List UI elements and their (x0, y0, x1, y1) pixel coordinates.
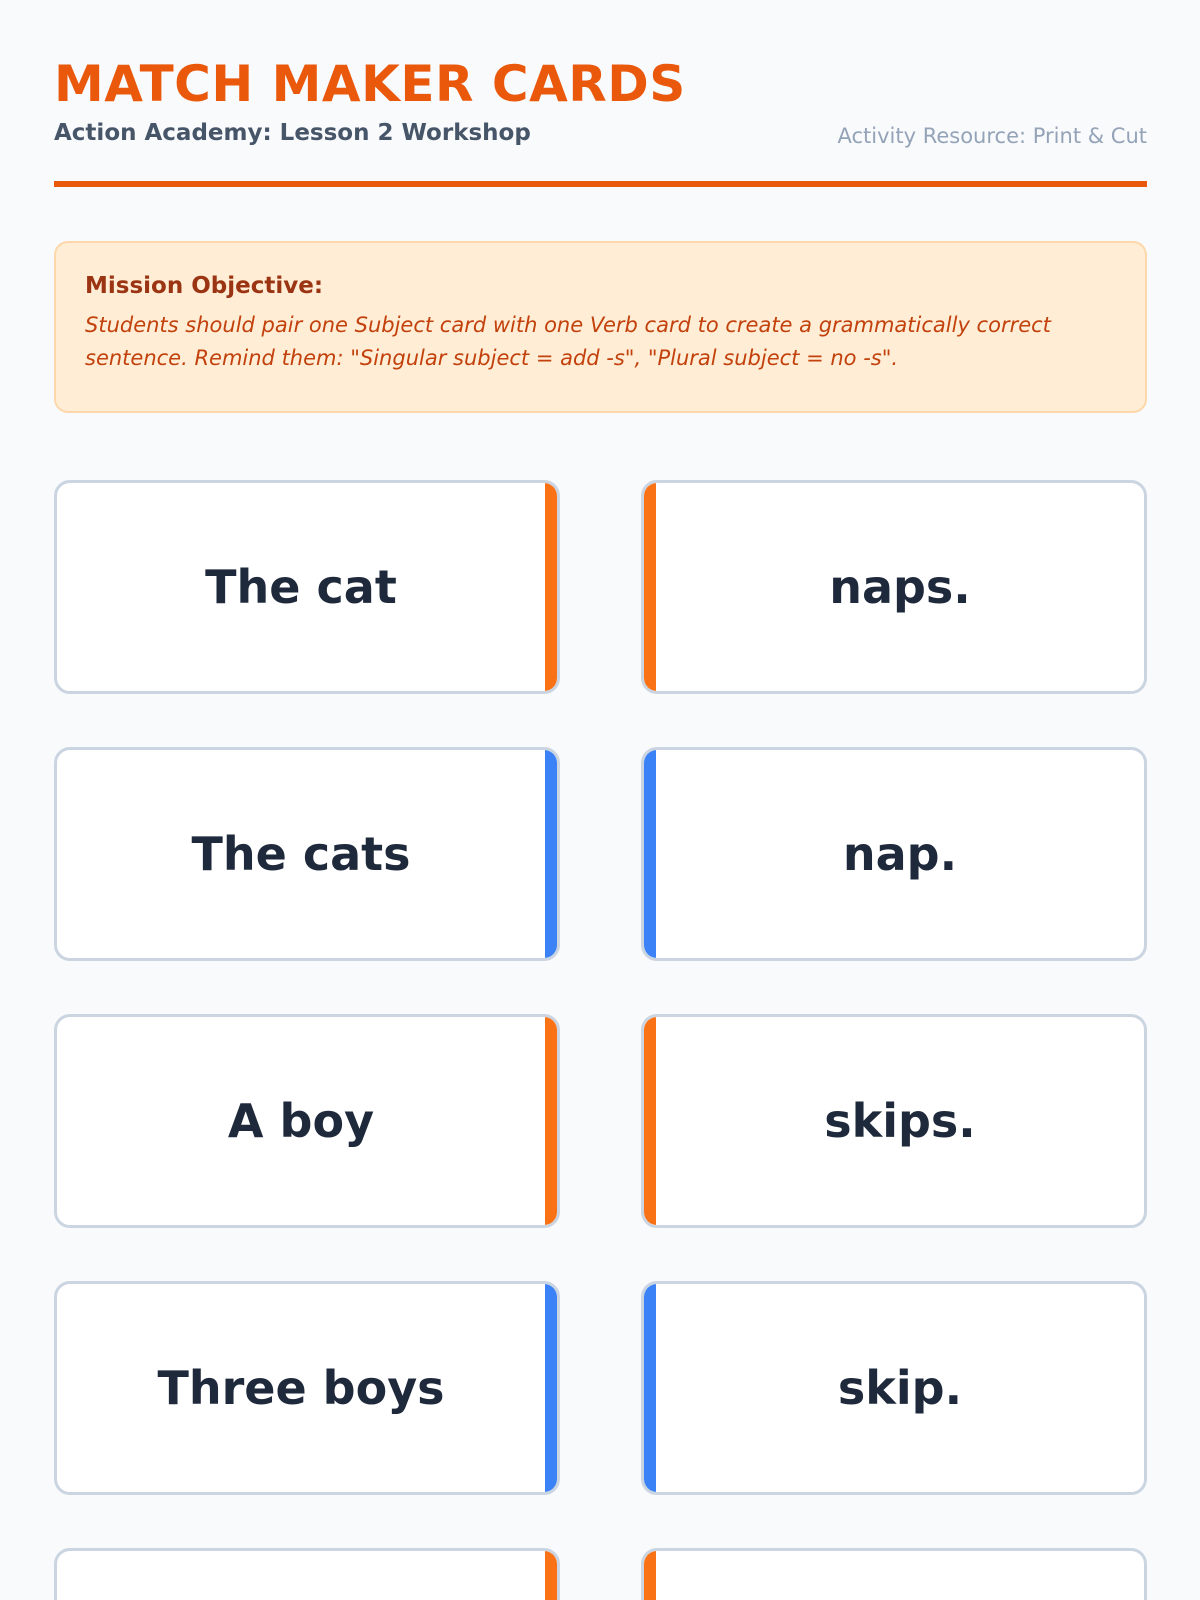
plural-marker (644, 1284, 656, 1492)
card-row (54, 1014, 1147, 1228)
card-row (54, 747, 1147, 961)
card-grid (54, 480, 1147, 1600)
verb-card-text: naps. (829, 560, 971, 614)
subject-card (54, 480, 560, 694)
singular-marker (545, 1551, 557, 1600)
subject-card-text: The cats (191, 827, 411, 881)
verb-card (641, 1281, 1147, 1495)
plural-marker (545, 750, 557, 958)
subject-card-text: Three boys (157, 1361, 445, 1415)
singular-marker (644, 1551, 656, 1600)
card-row (54, 1548, 1147, 1600)
verb-card-text: skip. (837, 1361, 963, 1415)
header (54, 56, 1147, 188)
plural-marker (644, 750, 656, 958)
page-title: MATCH MAKER CARDS (54, 55, 686, 113)
objective-text: Students should pair one Subject card with one Verb card to create a grammatically correct sentence. Remind them: "Singular subject = add -s", "Plural subject = no -s". (85, 313, 1051, 370)
verb-card (641, 480, 1147, 694)
lesson-subtitle: Action Academy: Lesson 2 Workshop (54, 120, 531, 146)
subject-card (54, 1281, 560, 1495)
worksheet-page (54, 0, 1147, 1600)
header-divider (54, 181, 1147, 187)
verb-card (641, 747, 1147, 961)
singular-marker (545, 483, 557, 691)
verb-card-text: nap. (842, 827, 958, 881)
card-row (54, 480, 1147, 694)
objective-heading: Mission Objective: (85, 273, 324, 299)
subject-card (54, 1014, 560, 1228)
singular-marker (644, 483, 656, 691)
mission-objective-box (54, 241, 1147, 413)
card-row (54, 1281, 1147, 1495)
verb-card-text: skips. (824, 1094, 976, 1148)
subject-card-text: The cat (205, 560, 397, 614)
singular-marker (644, 1017, 656, 1225)
plural-marker (545, 1284, 557, 1492)
singular-marker (545, 1017, 557, 1225)
subject-card (54, 747, 560, 961)
verb-card (641, 1014, 1147, 1228)
verb-card (641, 1548, 1147, 1600)
subject-card-text: A boy (227, 1094, 375, 1148)
resource-label: Activity Resource: Print & Cut (837, 124, 1147, 148)
subject-card (54, 1548, 560, 1600)
